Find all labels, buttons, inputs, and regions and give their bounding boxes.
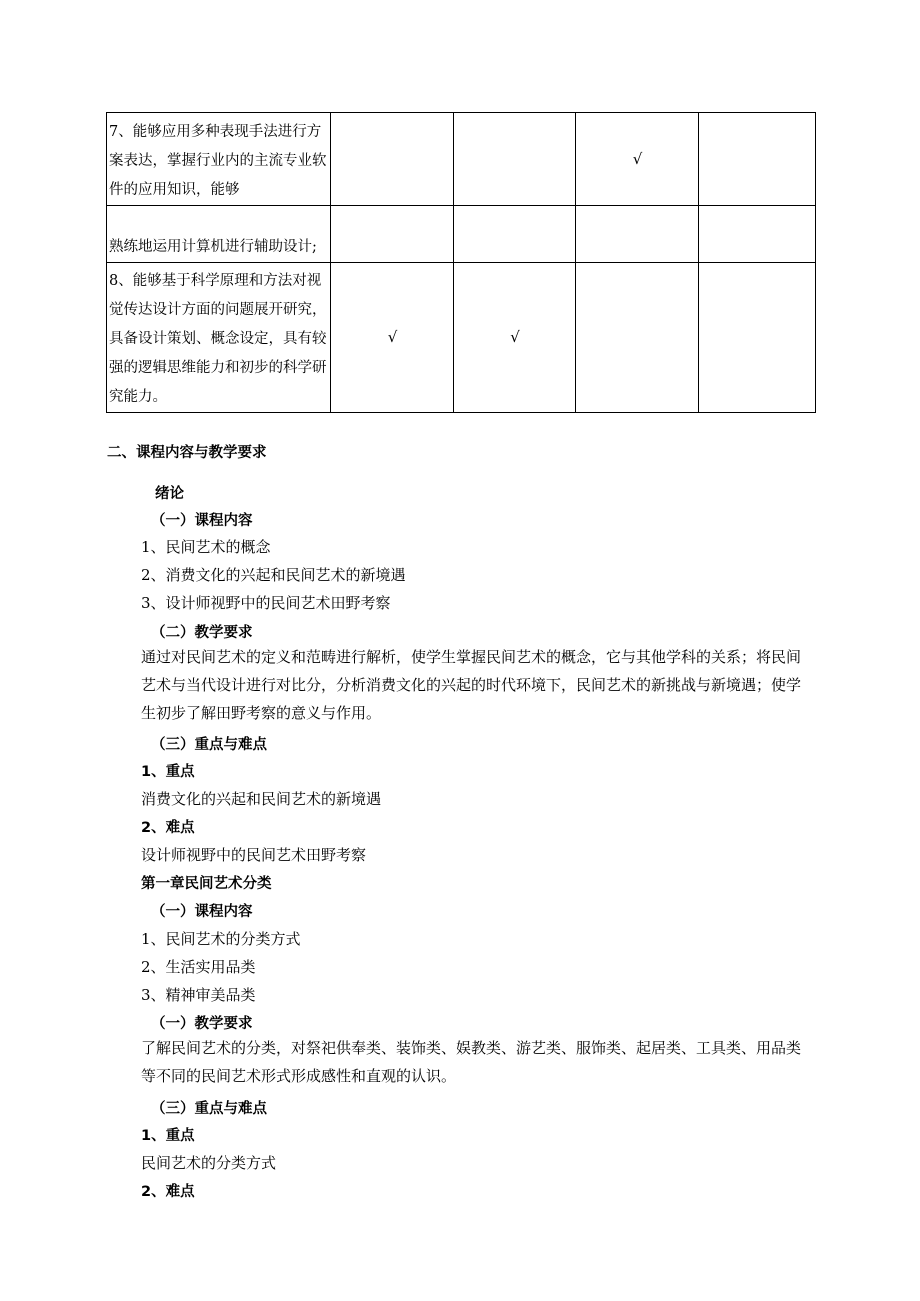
table-row bbox=[107, 206, 816, 263]
list-item: 3、设计师视野中的民间艺术田野考察 bbox=[141, 594, 391, 612]
chapter1-diff-label: 2、难点 bbox=[141, 1184, 195, 1200]
table-row bbox=[107, 263, 816, 413]
table-cell-check bbox=[331, 113, 454, 206]
table-cell-check bbox=[699, 206, 816, 263]
table-cell-check bbox=[454, 206, 576, 263]
list-item: 2、生活实用品类 bbox=[141, 958, 256, 976]
table-cell-check bbox=[699, 263, 816, 413]
chapter1-req-text: 了解民间艺术的分类，对祭祀供奉类、装饰类、娱教类、游艺类、服饰类、起居类、工具类、用品类等不同的民间艺术形式形成感性和直观的认识。 bbox=[141, 1039, 802, 1085]
table-cell-text: 熟练地运用计算机进行辅助设计; bbox=[107, 206, 331, 263]
intro-req-heading: （二）教学要求 bbox=[151, 625, 253, 641]
chapter1-key-label: 1、重点 bbox=[141, 1128, 195, 1144]
table-cell-check bbox=[331, 206, 454, 263]
table-cell-text: 7、能够应用多种表现手法进行方案表达，掌握行业内的主流专业软件的应用知识，能够 bbox=[107, 113, 331, 206]
list-item: 1、民间艺术的概念 bbox=[141, 538, 271, 556]
table-cell-check bbox=[576, 263, 699, 413]
intro-diff-label: 2、难点 bbox=[141, 820, 195, 836]
chapter1-req-heading: （一）教学要求 bbox=[151, 1016, 253, 1032]
intro-key-text: 消费文化的兴起和民间艺术的新境遇 bbox=[141, 790, 382, 808]
table-cell-check bbox=[576, 206, 699, 263]
chapter1-title: 第一章民间艺术分类 bbox=[141, 876, 272, 892]
section-heading: 二、课程内容与教学要求 bbox=[107, 445, 267, 461]
list-item: 2、消费文化的兴起和民间艺术的新境遇 bbox=[141, 566, 406, 584]
intro-key-label: 1、重点 bbox=[141, 764, 195, 780]
list-item: 1、民间艺术的分类方式 bbox=[141, 930, 301, 948]
requirements-table bbox=[106, 112, 816, 413]
intro-req-text: 通过对民间艺术的定义和范畴进行解析，使学生掌握民间艺术的概念，它与其他学科的关系；将民间艺术与当代设计进行对比分，分析消费文化的兴起的时代环境下，民间艺术的新挑战与新境遇；使学生初步了解田野考察的意义与作用。 bbox=[141, 648, 802, 722]
table-row bbox=[107, 113, 816, 206]
table-cell-check: √ bbox=[331, 263, 454, 413]
chapter1-key-text: 民间艺术的分类方式 bbox=[141, 1154, 277, 1172]
intro-diff-text: 设计师视野中的民间艺术田野考察 bbox=[141, 846, 367, 864]
intro-key-heading: （三）重点与难点 bbox=[151, 737, 267, 753]
table-cell-check bbox=[699, 113, 816, 206]
table-cell-check bbox=[454, 113, 576, 206]
list-item: 3、精神审美品类 bbox=[141, 986, 256, 1004]
table-cell-text: 8、能够基于科学原理和方法对视觉传达设计方面的问题展开研究，具备设计策划、概念设定，具有较强的逻辑思维能力和初步的科学研究能力。 bbox=[107, 263, 331, 413]
chapter1-content-heading: （一）课程内容 bbox=[151, 904, 253, 920]
table-cell-check: √ bbox=[454, 263, 576, 413]
table-cell-check: √ bbox=[576, 113, 699, 206]
chapter1-key-heading: （三）重点与难点 bbox=[151, 1101, 267, 1117]
intro-content-heading: （一）课程内容 bbox=[151, 513, 253, 529]
intro-title: 绪论 bbox=[155, 486, 184, 502]
